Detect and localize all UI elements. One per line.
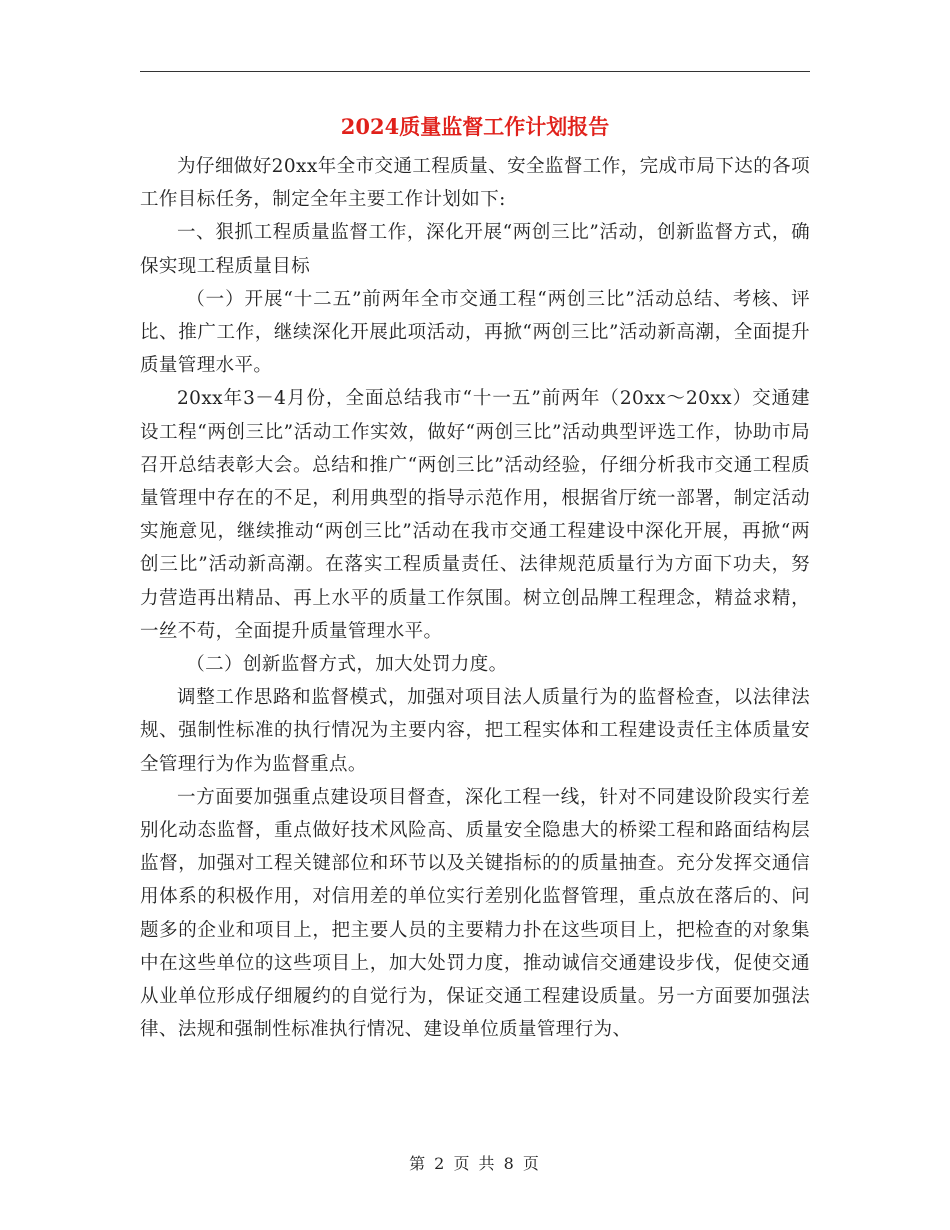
subsection-heading-2: （二）创新监督方式，加大处罚力度。: [186, 654, 508, 676]
paragraph-measures: 一方面要加强重点建设项目督查，深化工程一线，针对不同建设阶段实行差别化动态监督，重点做好技术风险高、质量安全隐患大的桥梁工程和路面结构层监督，加强对工程关键部位和环节以及关键指标的的质量抽查。充分发挥交通信用体系的积极作用，对信用差的单位实行差别化监督管理，重点放在落后的、问题多的企业和项目上，把主要人员的主要精力扑在这些项目上，把检查的对象集中在这些单位的这些项目上，加大处罚力度，推动诚信交通建设步伐，促使交通从业单位形成仔细履约的自觉行为，保证交通工程建设质量。另一方面要加强法律、法规和强制性标准执行情况、建设单位质量管理行为、: [140, 786, 810, 1041]
section-heading-1: 一、狠抓工程质量监督工作，深化开展“两创三比”活动，创新监督方式，确保实现工程质量目标: [140, 222, 810, 277]
document-body: [140, 150, 810, 1046]
paragraph-intro: 为仔细做好20xx年全市交通工程质量、安全监督工作，完成市局下达的各项工作目标任务，制定全年主要工作计划如下:: [140, 156, 810, 211]
page-number: 第 2 页 共 8 页: [409, 1154, 541, 1173]
paragraph-approach: 调整工作思路和监督模式，加强对项目法人质量行为的监督检查，以法律法规、强制性标准的执行情况为主要内容，把工程实体和工程建设责任主体质量安全管理行为作为监督重点。: [140, 687, 810, 775]
subsection-heading-1: （一）开展“十二五”前两年全市交通工程“两创三比”活动总结、考核、评比、推广工作，继续深化开展此项活动，再掀“两创三比”活动新高潮，全面提升质量管理水平。: [140, 288, 810, 377]
header-rule: [140, 71, 810, 72]
paragraph-summary: 20xx年3－4月份，全面总结我市“十一五”前两年（20xx～20xx）交通建设工程“两创三比”活动工作实效，做好“两创三比”活动典型评选工作，协助市局召开总结表彰大会。总结和推广“两创三比”活动经验，仔细分析我市交通工程质量管理中存在的不足，利用典型的指导示范作用，根据省厅统一部署，制定活动实施意见，继续推动“两创三比”活动在我市交通工程建设中深化开展，再掀“两创三比”活动新高潮。在落实工程质量责任、法律规范质量行为方面下功夫，努力营造再出精品、再上水平的质量工作氛围。树立创品牌工程理念，精益求精，一丝不苟，全面提升质量管理水平。: [140, 388, 810, 642]
document-title: 2024质量监督工作计划报告: [340, 114, 610, 139]
